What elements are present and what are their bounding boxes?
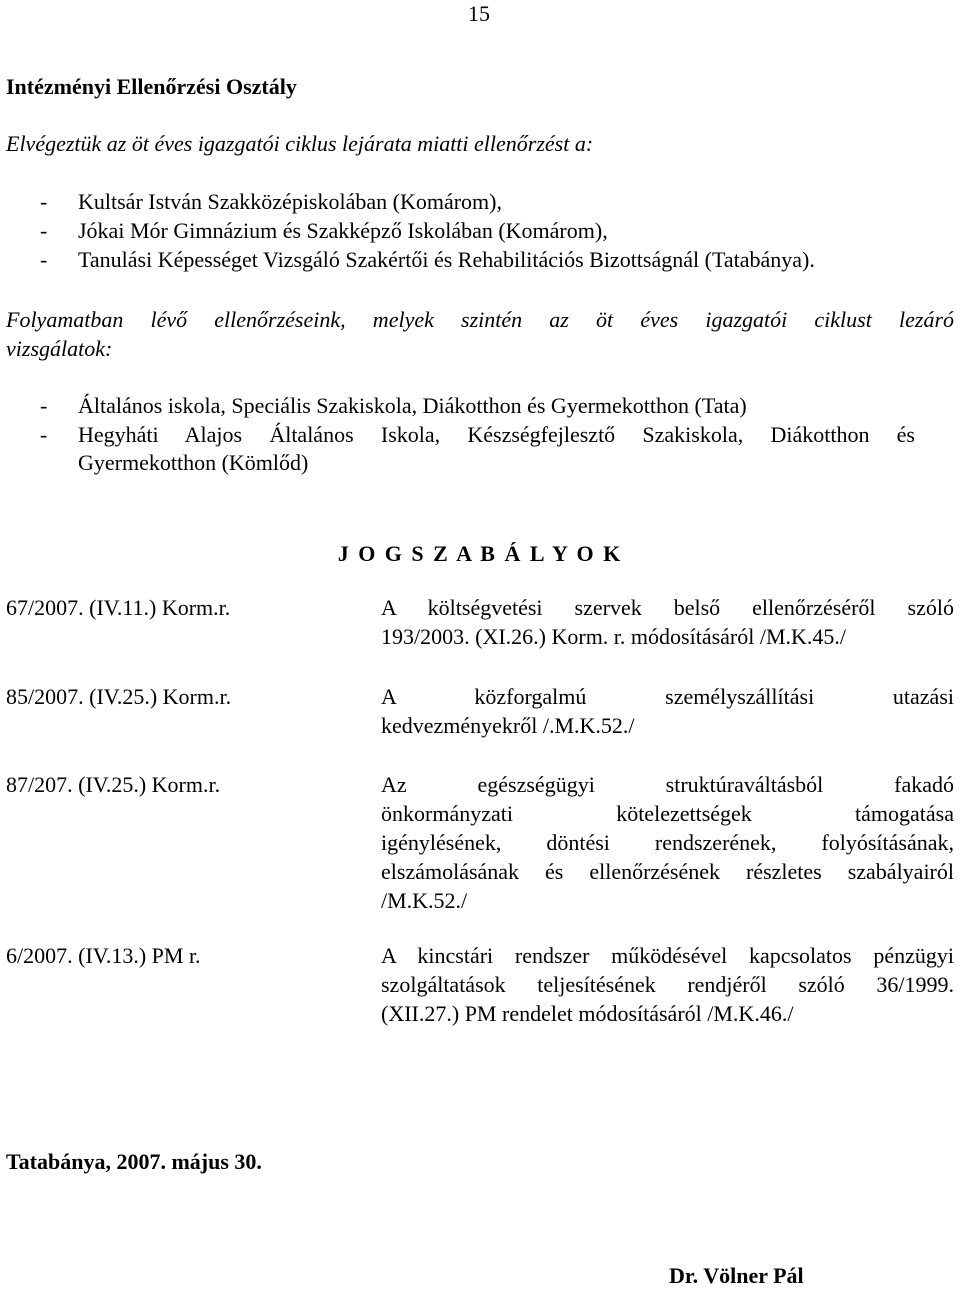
ongoing-intro-paragraph (6, 306, 954, 364)
law-description-line: 193/2003. (XI.26.) Korm. r. módosításáról /M.K.45./ (381, 624, 847, 649)
completed-inspections-list (40, 188, 960, 275)
law-description (381, 942, 954, 1029)
list-item-text: Gyermekotthon (Kömlőd) (78, 450, 309, 475)
list-item-text: Jókai Mór Gimnázium és Szakképző Iskolában (Komárom), (78, 218, 608, 243)
law-description-line: szolgáltatások teljesítésének rendjéről szóló 36/1999. (381, 972, 954, 997)
list-item: - Tanulási Képességet Vizsgáló Szakértői és Rehabilitációs Bizottságnál (Tatabánya). (40, 247, 815, 272)
law-description-line: (XII.27.) PM rendelet módosításáról /M.K.46./ (381, 1001, 794, 1026)
law-description-line: A közforgalmú személyszállítási utazási (381, 684, 954, 709)
law-code: 67/2007. (IV.11.) Korm.r. (6, 595, 231, 620)
list-item-text: Tanulási Képességet Vizsgáló Szakértői és Rehabilitációs Bizottságnál (Tatabánya). (78, 247, 815, 272)
intro-sentence: Elvégeztük az öt éves igazgatói ciklus lejárata miatti ellenőrzést a: (6, 131, 594, 156)
list-item-text: Általános iskola, Speciális Szakiskola, Diákotthon és Gyermekotthon (Tata) (78, 393, 747, 418)
list-item: - Általános iskola, Speciális Szakiskola, Diákotthon és Gyermekotthon (Tata) (40, 392, 915, 421)
law-description-line: igénylésének, döntési rendszerének, folyósításának, (381, 830, 954, 855)
section-heading: Intézményi Ellenőrzési Osztály (6, 74, 297, 99)
paragraph-line: vizsgálatok: (6, 336, 113, 361)
law-description-line: Az egészségügyi struktúraváltásból fakadó (381, 772, 954, 797)
law-code: 87/207. (IV.25.) Korm.r. (6, 772, 221, 797)
ongoing-inspections-list (40, 392, 915, 479)
list-item-text: Kultsár István Szakközépiskolában (Komárom), (78, 189, 502, 214)
list-item: - Jókai Mór Gimnázium és Szakképző Iskolában (Komárom), (40, 218, 608, 243)
list-item: - Kultsár István Szakközépiskolában (Komárom), (40, 189, 502, 214)
law-description-line: A kincstári rendszer működésével kapcsolatos pénzügyi (381, 943, 954, 968)
law-description-line: /M.K.52./ (381, 888, 468, 913)
list-item-text: Hegyháti Alajos Általános Iskola, Készségfejlesztő Szakiskola, Diákotthon és (78, 422, 915, 447)
page-number: 15 (468, 1, 490, 26)
law-description-line: kedvezményekről /.M.K.52./ (381, 713, 635, 738)
law-description (381, 771, 954, 916)
law-description (381, 683, 954, 741)
list-item: - Hegyháti Alajos Általános Iskola, Készségfejlesztő Szakiskola, Diákotthon és Gyermekotthon (Kömlőd) (40, 422, 915, 475)
law-description-line: elszámolásának és ellenőrzésének részletes szabályairól (381, 859, 954, 884)
law-code: 6/2007. (IV.13.) PM r. (6, 943, 201, 968)
law-description (381, 594, 954, 652)
paragraph-line: Folyamatban lévő ellenőrzéseink, melyek szintén az öt éves igazgatói ciklust lezáró (6, 307, 954, 332)
date-line: Tatabánya, 2007. május 30. (6, 1149, 262, 1174)
law-code: 85/2007. (IV.25.) Korm.r. (6, 684, 232, 709)
law-description-line: önkormányzati kötelezettségek támogatása (381, 801, 954, 826)
law-description-line: A költségvetési szervek belső ellenőrzéséről szóló (381, 595, 954, 620)
signature-name: Dr. Völner Pál (669, 1263, 804, 1288)
laws-heading: J O G S Z A B Á L Y O K (337, 541, 623, 566)
